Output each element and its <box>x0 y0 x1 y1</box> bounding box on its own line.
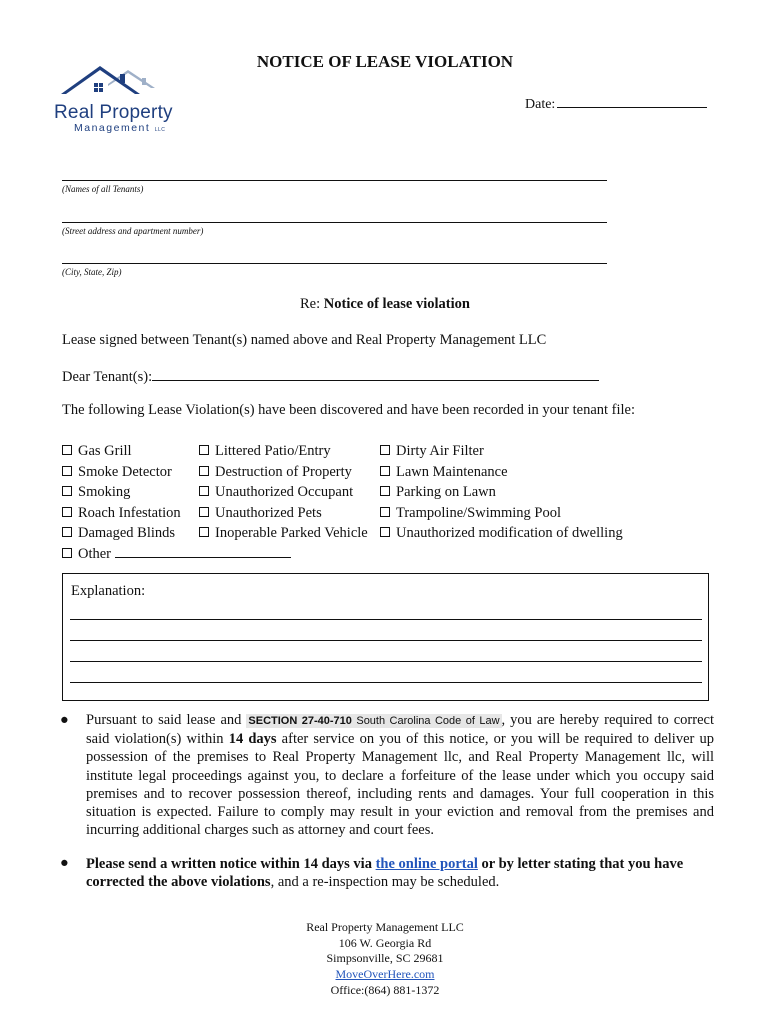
checkbox-icon[interactable] <box>62 486 72 496</box>
checkbox-icon[interactable] <box>62 527 72 537</box>
dear-tenant-line: Dear Tenant(s): <box>62 367 599 386</box>
explanation-line[interactable] <box>70 640 702 641</box>
checkbox-icon[interactable] <box>380 527 390 537</box>
footer-office-phone: Office:(864) 881-1372 <box>330 983 440 997</box>
lease-signed-text: Lease signed between Tenant(s) named above and Real Property Management LLC <box>62 332 547 348</box>
checkbox-roach-infestation[interactable]: Roach Infestation <box>62 503 291 524</box>
explanation-line[interactable] <box>70 661 702 662</box>
checkbox-trampoline-pool[interactable]: Trampoline/Swimming Pool <box>380 503 623 524</box>
violations-intro-text: The following Lease Violation(s) have been discovered and have been recorded in your tenant file: <box>62 402 636 418</box>
explanation-line[interactable] <box>70 619 702 620</box>
footer-city: Simpsonville, SC 29681 <box>326 951 444 965</box>
bullet-icon: ● <box>60 855 69 871</box>
checkbox-icon[interactable] <box>62 548 72 558</box>
logo-text-line1: Real Property <box>54 102 173 123</box>
company-logo <box>52 64 202 136</box>
website-link[interactable]: MoveOverHere.com <box>335 966 435 981</box>
checkbox-damaged-blinds[interactable]: Damaged Blinds <box>62 523 291 544</box>
checkbox-icon[interactable] <box>199 507 209 517</box>
bullet-icon: ● <box>60 712 69 728</box>
written-notice-paragraph: Please send a written notice within 14 days via the online portal or by letter stating that you have corrected the above violations, and a re-inspection may be scheduled. <box>86 856 684 891</box>
checkbox-smoking[interactable]: Smoking <box>62 482 291 503</box>
checkbox-icon[interactable] <box>62 445 72 455</box>
explanation-label: Explanation: <box>71 583 146 599</box>
checkbox-icon[interactable] <box>199 445 209 455</box>
city-state-zip-line[interactable] <box>62 263 607 264</box>
footer-company: Real Property Management LLC <box>306 920 464 934</box>
checkbox-unauthorized-pets[interactable]: Unauthorized Pets <box>199 503 368 524</box>
checkbox-smoke-detector[interactable]: Smoke Detector <box>62 462 291 483</box>
checkbox-other[interactable]: Other <box>62 544 291 565</box>
explanation-line[interactable] <box>70 682 702 683</box>
tenants-caption: (Names of all Tenants) <box>62 184 144 194</box>
checkbox-icon[interactable] <box>199 486 209 496</box>
checkbox-dirty-air-filter[interactable]: Dirty Air Filter <box>380 441 623 462</box>
checkbox-icon[interactable] <box>380 486 390 496</box>
date-field[interactable] <box>525 94 707 113</box>
checkbox-icon[interactable] <box>62 507 72 517</box>
street-address-line[interactable] <box>62 222 607 223</box>
tenants-name-line[interactable] <box>62 180 607 181</box>
dear-tenant-blank[interactable] <box>152 367 599 381</box>
checkbox-icon[interactable] <box>199 527 209 537</box>
checkbox-destruction-of-property[interactable]: Destruction of Property <box>199 462 368 483</box>
logo-text-line2: Management LLC <box>74 122 166 134</box>
checkbox-parking-on-lawn[interactable]: Parking on Lawn <box>380 482 623 503</box>
legal-notice-paragraph: Pursuant to said lease and SECTION 27-40-710 South Carolina Code of Law , you are hereby required to correct said violation(s) within 14 days after service on you of this notice, or you will be required to deliver up possession of the premises to Real Property Management llc, and Real Property Management llc, will institute legal proceedings against you, to declare a forfeiture of the lease under which you occupy said premises and to recover possession thereof, including rents and damages. Your full cooperation in this situation is expected. Failure to comply may result in your eviction and removal from the premises and incurring additional charges such as attorney and court fees. <box>86 712 714 839</box>
re-subject: Re: Notice of lease violation <box>300 296 470 312</box>
checkbox-lawn-maintenance[interactable]: Lawn Maintenance <box>380 462 623 483</box>
checkbox-icon[interactable] <box>199 466 209 476</box>
section-reference: SECTION 27-40-710 South Carolina Code of Law <box>248 715 500 727</box>
checkbox-unauthorized-modification[interactable]: Unauthorized modification of dwelling <box>380 523 623 544</box>
checkbox-icon[interactable] <box>380 466 390 476</box>
checkbox-inoperable-vehicle[interactable]: Inoperable Parked Vehicle <box>199 523 368 544</box>
date-blank-line[interactable] <box>557 94 707 108</box>
checkbox-unauthorized-occupant[interactable]: Unauthorized Occupant <box>199 482 368 503</box>
city-caption: (City, State, Zip) <box>62 267 122 277</box>
other-blank-line[interactable] <box>115 545 291 558</box>
checkbox-icon[interactable] <box>380 507 390 517</box>
page-title: NOTICE OF LEASE VIOLATION <box>256 52 514 71</box>
checkbox-littered-patio[interactable]: Littered Patio/Entry <box>199 441 368 462</box>
checkbox-gas-grill[interactable]: Gas Grill <box>62 441 291 462</box>
explanation-box[interactable] <box>62 573 709 701</box>
street-caption: (Street address and apartment number) <box>62 226 204 236</box>
date-label: Date: <box>525 97 556 112</box>
company-footer <box>0 920 770 999</box>
online-portal-link[interactable]: the online portal <box>375 856 478 872</box>
checkbox-icon[interactable] <box>380 445 390 455</box>
checkbox-icon[interactable] <box>62 466 72 476</box>
footer-street: 106 W. Georgia Rd <box>338 935 432 950</box>
